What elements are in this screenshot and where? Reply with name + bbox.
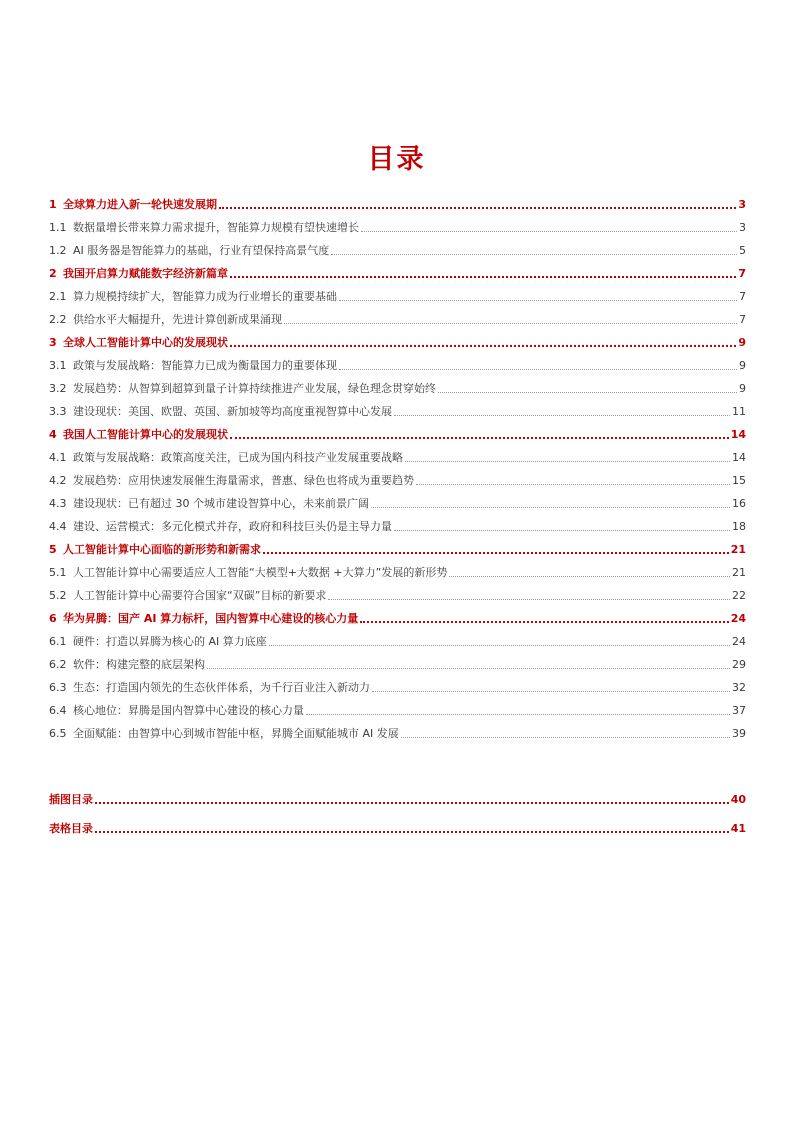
toc-entry-number: 2: [49, 267, 57, 280]
toc-dot-leader: [230, 276, 736, 278]
toc-chapter-entry[interactable]: [49, 603, 746, 626]
toc-entry-label: 数据量增长带来算力需求提升，智能算力规模有望快速增长: [73, 221, 359, 234]
toc-chapter-entry[interactable]: [49, 534, 746, 557]
toc-entry-page: 9: [738, 336, 746, 349]
toc-entry-number: 4: [49, 428, 57, 441]
toc-section-entry[interactable]: [49, 672, 746, 695]
toc-dot-leader: [328, 599, 730, 600]
toc-entry-page: 14: [730, 428, 746, 441]
toc-entry-number: 4.2: [49, 474, 67, 487]
toc-entry-number: 6.4: [49, 704, 67, 717]
toc-dot-leader: [449, 576, 730, 577]
figure-table-index: [49, 778, 746, 836]
toc-entry-number: 5.1: [49, 566, 67, 579]
toc-section-entry[interactable]: [49, 626, 746, 649]
toc-entry-label: 全面赋能：由智算中心到城市智能中枢，昇腾全面赋能城市 AI 发展: [73, 727, 399, 740]
toc-dot-leader: [339, 369, 737, 370]
page-title: 目录: [367, 144, 426, 175]
toc-entry-number: 6: [49, 612, 57, 625]
toc-entry-number: 3.3: [49, 405, 67, 418]
toc-entry-page: 37: [732, 704, 746, 717]
toc-entry-page: 15: [732, 474, 746, 487]
toc-entry-label: 插图目录: [49, 793, 93, 806]
toc-entry-label: 建设现状：美国、欧盟、英国、新加坡等均高度重视智算中心发展: [73, 405, 392, 418]
toc-entry-number: 6.3: [49, 681, 67, 694]
toc-dot-leader: [219, 207, 736, 209]
toc-dot-leader: [405, 461, 730, 462]
toc-chapter-entry[interactable]: [49, 327, 746, 350]
toc-section-entry[interactable]: [49, 212, 746, 235]
toc-entry-number: 1.1: [49, 221, 67, 234]
toc-dot-leader: [438, 392, 737, 393]
toc-dot-leader: [371, 507, 730, 508]
toc-dot-leader: [360, 621, 728, 623]
toc-entry-page: 3: [739, 221, 746, 234]
toc-entry-label: 人工智能计算中心需要符合国家“双碳”目标的新要求: [73, 589, 327, 602]
toc-entry-page: 9: [739, 359, 746, 372]
toc-section-entry[interactable]: [49, 442, 746, 465]
toc-entry-page: 29: [732, 658, 746, 671]
toc-entry-page: 21: [730, 543, 746, 556]
toc-entry-page: 5: [739, 244, 746, 257]
toc-entry-number: 1.2: [49, 244, 67, 257]
toc-section-entry[interactable]: [49, 350, 746, 373]
toc-entry-number: 6.1: [49, 635, 67, 648]
toc-entry-label: 华为昇腾：国产 AI 算力标杆，国内智算中心建设的核心力量: [63, 612, 359, 625]
toc-entry-page: 32: [732, 681, 746, 694]
toc-entry-label: 算力规模持续扩大，智能算力成为行业增长的重要基础: [73, 290, 337, 303]
toc-entry-page: 3: [738, 198, 746, 211]
toc-entry-number: 4.3: [49, 497, 67, 510]
toc-entry-label: 供给水平大幅提升，先进计算创新成果涌现: [73, 313, 282, 326]
toc-entry-label: 全球算力进入新一轮快速发展期: [63, 198, 217, 211]
toc-chapter-entry[interactable]: [49, 419, 746, 442]
toc-entry-page: 7: [738, 267, 746, 280]
toc-dot-leader: [269, 645, 730, 646]
toc-dot-leader: [372, 691, 730, 692]
toc-entry-page: 41: [730, 822, 746, 835]
toc-entry-number: 5: [49, 543, 57, 556]
toc-dot-leader: [230, 437, 729, 439]
toc-entry-number: 6.5: [49, 727, 67, 740]
toc-dot-leader: [416, 484, 730, 485]
toc-section-entry[interactable]: [49, 304, 746, 327]
toc-entry-label: 发展趋势：应用快速发展催生海量需求，普惠、绿色也将成为重要趋势: [73, 474, 414, 487]
toc-dot-leader: [207, 668, 730, 669]
toc-entry-page: 39: [732, 727, 746, 740]
toc-entry-number: 6.2: [49, 658, 67, 671]
toc-dot-leader: [284, 323, 737, 324]
toc-entry-number: 4.1: [49, 451, 67, 464]
toc-entry-page: 7: [739, 313, 746, 326]
toc-section-entry[interactable]: [49, 465, 746, 488]
toc-entry-label: 政策与发展战略：智能算力已成为衡量国力的重要体现: [73, 359, 337, 372]
toc-entry-label: 表格目录: [49, 822, 93, 835]
toc-dot-leader: [331, 254, 737, 255]
toc-entry-label: 生态：打造国内领先的生态伙伴体系，为千行百业注入新动力: [73, 681, 370, 694]
table-of-contents: [49, 189, 746, 741]
toc-entry-label: 建设现状：已有超过 30 个城市建设智算中心，未来前景广阔: [73, 497, 369, 510]
toc-dot-leader: [95, 831, 729, 833]
toc-section-entry[interactable]: [49, 235, 746, 258]
toc-entry-label: 软件：构建完整的底层架构: [73, 658, 205, 671]
toc-dot-leader: [95, 802, 729, 804]
toc-section-entry[interactable]: [49, 281, 746, 304]
toc-dot-leader: [339, 300, 737, 301]
toc-entry-label: 人工智能计算中心面临的新形势和新需求: [63, 543, 261, 556]
toc-section-entry[interactable]: [49, 488, 746, 511]
toc-dot-leader: [394, 415, 730, 416]
toc-entry-number: 3.1: [49, 359, 67, 372]
toc-index-entry[interactable]: [49, 778, 746, 807]
toc-dot-leader: [394, 530, 730, 531]
toc-entry-number: 2.2: [49, 313, 67, 326]
toc-dot-leader: [401, 737, 730, 738]
toc-entry-number: 3.2: [49, 382, 67, 395]
toc-entry-label: 我国开启算力赋能数字经济新篇章: [63, 267, 228, 280]
toc-entry-label: 核心地位：昇腾是国内智算中心建设的核心力量: [73, 704, 304, 717]
toc-entry-page: 22: [732, 589, 746, 602]
toc-section-entry[interactable]: [49, 396, 746, 419]
toc-dot-leader: [230, 345, 736, 347]
toc-entry-number: 5.2: [49, 589, 67, 602]
toc-entry-page: 40: [730, 793, 746, 806]
toc-chapter-entry[interactable]: [49, 258, 746, 281]
toc-entry-page: 24: [732, 635, 746, 648]
toc-entry-label: 建设、运营模式：多元化模式并存，政府和科技巨头仍是主导力量: [73, 520, 392, 533]
toc-section-entry[interactable]: [49, 649, 746, 672]
toc-section-entry[interactable]: [49, 580, 746, 603]
toc-entry-label: 硬件：打造以昇腾为核心的 AI 算力底座: [73, 635, 267, 648]
toc-dot-leader: [263, 552, 729, 554]
toc-entry-label: 人工智能计算中心需要适应人工智能“大模型+大数据 +大算力”发展的新形势: [73, 566, 448, 579]
toc-dot-leader: [306, 714, 730, 715]
toc-entry-label: 政策与发展战略：政策高度关注，已成为国内科技产业发展重要战略: [73, 451, 403, 464]
toc-entry-number: 4.4: [49, 520, 67, 533]
toc-entry-number: 2.1: [49, 290, 67, 303]
toc-entry-page: 9: [739, 382, 746, 395]
toc-entry-number: 1: [49, 198, 57, 211]
toc-entry-number: 3: [49, 336, 57, 349]
toc-entry-label: 我国人工智能计算中心的发展现状: [63, 428, 228, 441]
toc-dot-leader: [361, 231, 737, 232]
toc-entry-page: 24: [730, 612, 746, 625]
toc-section-entry[interactable]: [49, 511, 746, 534]
toc-entry-page: 18: [732, 520, 746, 533]
toc-chapter-entry[interactable]: [49, 189, 746, 212]
toc-entry-page: 21: [732, 566, 746, 579]
toc-entry-label: AI 服务器是智能算力的基础，行业有望保持高景气度: [73, 244, 330, 257]
toc-section-entry[interactable]: [49, 695, 746, 718]
toc-entry-page: 14: [732, 451, 746, 464]
toc-entry-page: 7: [739, 290, 746, 303]
toc-entry-label: 发展趋势：从智算到超算到量子计算持续推进产业发展，绿色理念贯穿始终: [73, 382, 436, 395]
toc-index-entry[interactable]: [49, 807, 746, 836]
toc-entry-label: 全球人工智能计算中心的发展现状: [63, 336, 228, 349]
toc-section-entry[interactable]: [49, 718, 746, 741]
toc-entry-page: 16: [732, 497, 746, 510]
toc-section-entry[interactable]: [49, 557, 746, 580]
toc-section-entry[interactable]: [49, 373, 746, 396]
toc-entry-page: 11: [732, 405, 746, 418]
